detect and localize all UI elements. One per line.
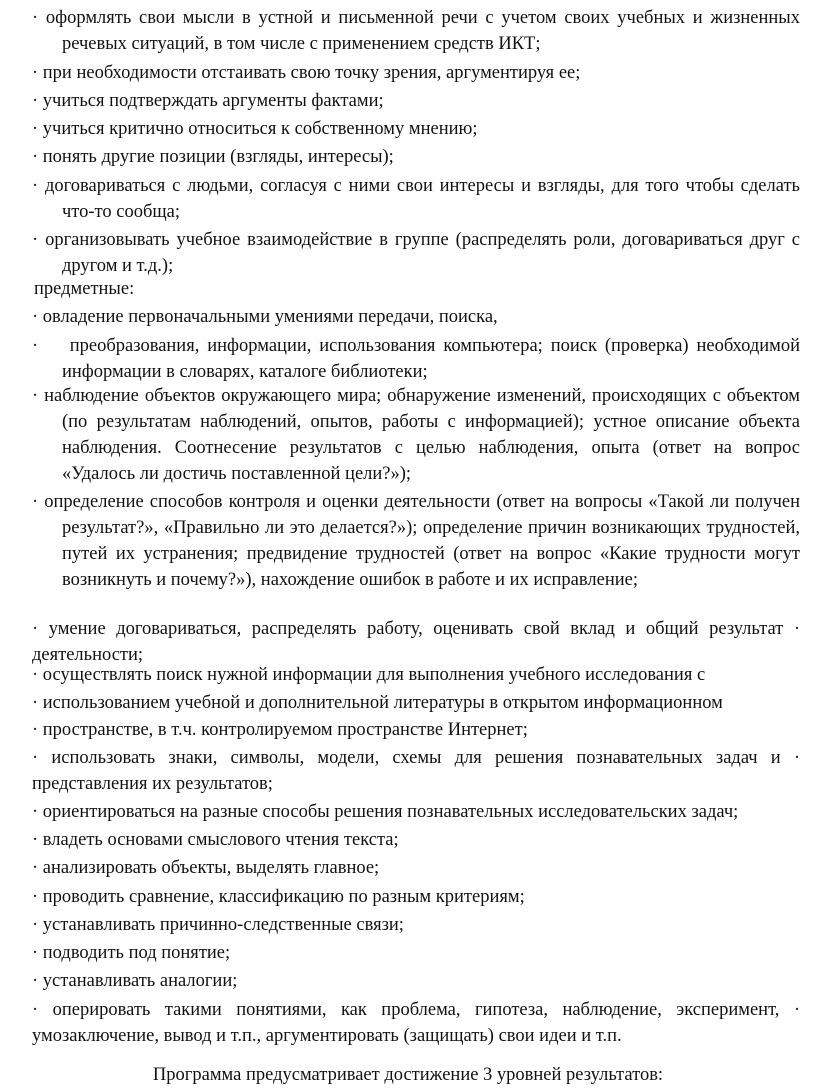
bullet-paragraph: · при необходимости отстаивать свою точку зрения, аргументируя ее; xyxy=(32,63,581,83)
bullet-paragraph: · определение способов контроля и оценки деятельности (ответ на вопросы «Такой ли получен результат?», «Правильно ли это делается?»); определение причин возникающих трудностей, путей их устранения; предвидение трудностей (ответ на вопрос «Какие трудности могут возникнуть и почему?»), нахождение ошибок в работе и их исправление; xyxy=(32,492,800,590)
bullet-paragraph: · владеть основами смыслового чтения текста; xyxy=(32,830,399,850)
bullet-paragraph: · пространстве, в т.ч. контролируемом пространстве Интернет; xyxy=(32,720,528,740)
bullet-paragraph: · наблюдение объектов окружающего мира; обнаружение изменений, происходящих с объектом (по результатам наблюдений, опытов, работы с информацией); устное описание объекта наблюдения. Соотнесение результатов с целью наблюдения, опыта (ответ на вопрос «Удалось ли достичь поставленной цели?»); xyxy=(32,386,800,484)
bullet-paragraph: · устанавливать аналогии; xyxy=(32,971,238,991)
bullet-paragraph: · учиться критично относиться к собственному мнению; xyxy=(32,119,478,139)
bullet-paragraph: · оформлять свои мысли в устной и письменной речи с учетом своих учебных и жизненных речевых ситуаций, в том числе с применением средств ИКТ; xyxy=(32,8,800,54)
bullet-paragraph: · организовывать учебное взаимодействие в группе (распределять роли, договариваться друг с другом и т.д.); xyxy=(32,230,800,276)
bullet-paragraph: · осуществлять поиск нужной информации для выполнения учебного исследования с xyxy=(32,665,706,685)
bullet-paragraph: · использованием учебной и дополнительной литературы в открытом информационном xyxy=(32,693,723,713)
bullet-paragraph: · проводить сравнение, классификацию по разным критериям; xyxy=(32,887,525,907)
bullet-paragraph: · ориентироваться на разные способы решения познавательных исследовательских задач; xyxy=(32,802,739,822)
footer-line: Программа предусматривает достижение 3 уровней результатов: xyxy=(152,1065,664,1085)
bullet-paragraph: · умение договариваться, распределять работу, оценивать свой вклад и общий результат · деятельности; xyxy=(32,619,800,665)
bullet-paragraph: · договариваться с людьми, согласуя с ними свои интересы и взгляды, для того чтобы сделать что-то сообща; xyxy=(32,176,800,222)
bullet-paragraph: · устанавливать причинно-следственные связи; xyxy=(32,915,404,935)
bullet-paragraph: · оперировать такими понятиями, как проблема, гипотеза, наблюдение, эксперимент, · умозаключение, вывод и т.п., аргументировать (защищать) свои идеи и т.п. xyxy=(32,1000,800,1046)
bullet-paragraph: · учиться подтверждать аргументы фактами; xyxy=(32,91,384,111)
bullet-paragraph: · подводить под понятие; xyxy=(32,943,231,963)
section-heading: предметные: xyxy=(34,279,135,299)
bullet-paragraph: · овладение первоначальными умениями передачи, поиска, xyxy=(32,307,498,327)
bullet-paragraph: · преобразования, информации, использования компьютера; поиск (проверка) необходимой информации в словарях, каталоге библиотеки; xyxy=(32,336,805,382)
bullet-paragraph: · понять другие позиции (взгляды, интересы); xyxy=(32,147,394,167)
bullet-paragraph: · использовать знаки, символы, модели, схемы для решения познавательных задач и · представления их результатов; xyxy=(32,748,800,794)
bullet-paragraph: · анализировать объекты, выделять главное; xyxy=(32,858,380,878)
